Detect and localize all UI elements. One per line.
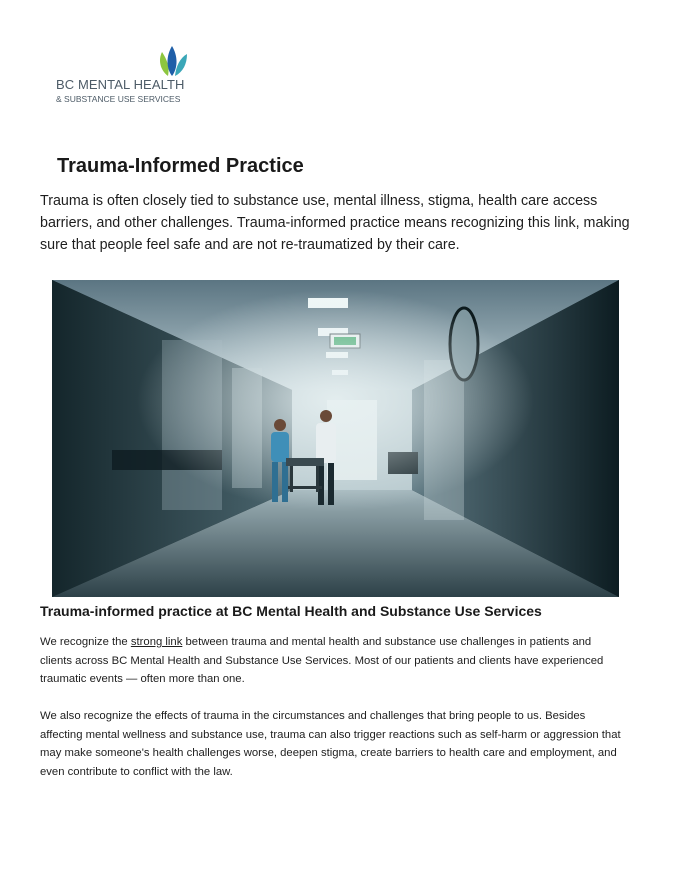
intro-paragraph: Trauma is often closely tied to substance use, mental illness, stigma, health care access barriers, and other challenges. Trauma-informed practice means recognizing this link, making sure that people feel safe and are not re-traumatized by their care. bbox=[40, 193, 630, 253]
section-paragraph-2: We also recognize the effects of trauma in the circumstances and challenges that bring people to us. Besides affecting mental wellness and substance use, trauma can also trigger reactions such as self-harm or aggression that may make someone's health challenges worse, deepen stigma, create barriers to health care and employment, and even contribute to conflict with the law. bbox=[40, 710, 621, 778]
section-paragraph-1 bbox=[40, 633, 625, 689]
bcmhsus-logo[interactable] bbox=[56, 46, 196, 106]
para1-text-after: between trauma and mental health and substance use challenges in patients and clients across BC Mental Health and Substance Use Services. Most of our patients and clients have experienced traumatic events — often more than one. bbox=[40, 636, 604, 686]
hospital-corridor-photo-icon bbox=[52, 280, 619, 597]
strong-link[interactable]: strong link bbox=[130, 636, 183, 648]
section-heading: Trauma-informed practice at BC Mental Health and Substance Use Services bbox=[40, 603, 542, 619]
logo-line1: BC MENTAL HEALTH bbox=[56, 77, 185, 92]
logo-line2: & SUBSTANCE USE SERVICES bbox=[56, 94, 181, 104]
leaf-logo-icon bbox=[154, 46, 190, 78]
hospital-corridor-image bbox=[52, 280, 619, 597]
para1-text-before: We recognize the bbox=[40, 636, 131, 648]
page-title: Trauma-Informed Practice bbox=[57, 155, 304, 177]
